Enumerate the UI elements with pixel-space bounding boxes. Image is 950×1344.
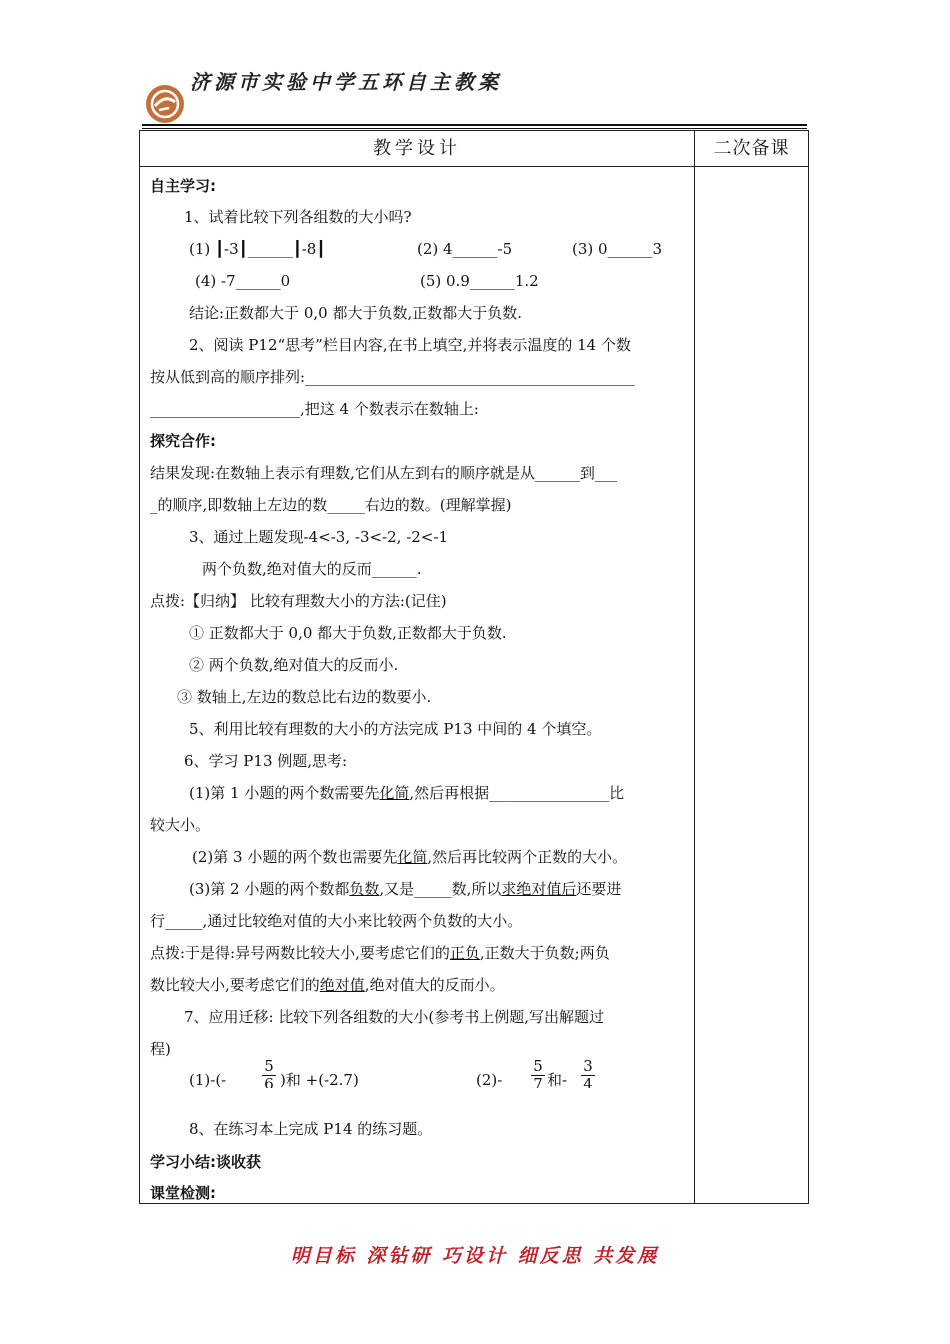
header-row-divider: [140, 166, 808, 167]
school-title: 济源市实验中学五环自主教案: [190, 70, 502, 94]
text: 点拨:于是得:异号两数比较大小,要考虑它们的: [150, 944, 450, 962]
header-rule-thin: [142, 128, 807, 129]
question-5: 5、利用比较有理数的大小的方法完成 P13 中间的 4 个填空。: [189, 720, 602, 738]
text: ,然后再比较两个正数的大小。: [427, 848, 628, 866]
section-self-study: 自主学习:: [150, 177, 216, 195]
column-header-second-prep: 二次备课: [713, 138, 790, 159]
section-class-test: 课堂检测:: [150, 1184, 216, 1202]
question-3-line-2: 两个负数,绝对值大的反而______.: [202, 560, 422, 578]
column-header-teaching-design: 教学设计: [373, 138, 461, 159]
underlined-term: 求绝对值后: [501, 880, 577, 898]
q7-item-2-middle: 和-: [547, 1071, 568, 1089]
text: 还要进: [576, 880, 622, 898]
tip-conclusion: [150, 943, 610, 963]
fraction-bar: [262, 1075, 276, 1076]
q1-item-2: (2) 4______-5: [417, 240, 513, 258]
school-logo-icon: [145, 84, 185, 124]
text: ,绝对值大的反而小。: [364, 976, 505, 994]
text: (1)第 1 小题的两个数需要先: [189, 784, 380, 802]
result-finding: 结果发现:在数轴上表示有理数,它们从左到右的顺序就是从______到___: [150, 464, 618, 482]
q7-item-1-prefix: (1)-(-: [189, 1071, 227, 1089]
question-6: 6、学习 P13 例题,思考:: [184, 752, 348, 770]
section-summary: 学习小结:谈收获: [150, 1153, 261, 1171]
question-6-part-3: [189, 879, 621, 899]
question-6-part-2: [192, 847, 627, 867]
fraction-bar: [581, 1075, 595, 1076]
underlined-term: 化简: [397, 848, 428, 866]
q1-item-4: (4) -7______0: [195, 272, 291, 290]
q7-item-2-prefix: (2)-: [476, 1071, 503, 1089]
header-rule: [142, 124, 807, 126]
conclusion: 结论:正数都大于 0,0 都大于负数,正数都大于负数.: [189, 304, 522, 322]
q1-item-1: (1) ┃-3┃______┃-8┃: [189, 240, 326, 258]
text: ,又是_____数,所以: [379, 880, 502, 898]
denominator: 7: [533, 1077, 543, 1088]
lesson-table: [139, 130, 809, 1204]
numerator: 5: [264, 1059, 274, 1074]
denominator: 6: [264, 1077, 274, 1088]
question-6-part-3-line-2: 行_____,通过比较绝对值的大小来比较两个负数的大小。: [150, 912, 523, 930]
question-2: 2、阅读 P12“思考”栏目内容,在书上填空,并将表示温度的 14 个数: [189, 336, 631, 354]
footer-motto: 明目标 深钻研 巧设计 细反思 共发展: [290, 1245, 660, 1267]
section-explore: 探究合作:: [150, 432, 216, 450]
q1-item-5: (5) 0.9______1.2: [420, 272, 539, 290]
fraction-5-6: [262, 1059, 276, 1088]
fraction-3-4: [581, 1059, 595, 1088]
question-6-part-1: [189, 783, 624, 803]
question-8: 8、在练习本上完成 P14 的练习题。: [189, 1120, 433, 1138]
underlined-term: 绝对值: [319, 976, 365, 994]
text: ,正数大于负数;两负: [479, 944, 610, 962]
underlined-term: 负数: [349, 880, 380, 898]
question-2-line-2: 按从低到高的顺序排列:____________________________________________: [150, 368, 636, 386]
q1-item-3: (3) 0______3: [572, 240, 663, 258]
rule-2: ② 两个负数,绝对值大的反而小.: [189, 656, 399, 674]
fraction-5-7: [531, 1059, 545, 1088]
text: (3)第 2 小题的两个数都: [189, 880, 350, 898]
denominator: 4: [583, 1077, 593, 1088]
text: 数比较大小,要考虑它们的: [150, 976, 320, 994]
result-finding-line-2: _的顺序,即数轴上左边的数_____右边的数。(理解掌握): [150, 496, 512, 514]
rule-1: ① 正数都大于 0,0 都大于负数,正数都大于负数.: [189, 624, 507, 642]
text: (2)第 3 小题的两个数也需要先: [192, 848, 398, 866]
text: ,然后再根据________________比: [409, 784, 625, 802]
tip-summary: 点拨:【归纳】 比较有理数大小的方法:(记住): [150, 592, 447, 610]
question-7: 7、应用迁移: 比较下列各组数的大小(参考书上例题,写出解题过: [184, 1008, 604, 1026]
numerator: 5: [533, 1059, 543, 1074]
question-2-line-3: ____________________,把这 4 个数表示在数轴上:: [150, 400, 479, 418]
underlined-term: 化简: [379, 784, 410, 802]
tip-conclusion-line-2: [150, 975, 505, 995]
rule-3: ③ 数轴上,左边的数总比右边的数要小.: [177, 688, 432, 706]
question-3: 3、通过上题发现-4<-3, -3<-2, -2<-1: [189, 528, 448, 546]
underlined-term: 正负: [449, 944, 480, 962]
question-1: 1、试着比较下列各组数的大小吗?: [184, 208, 412, 226]
column-divider: [694, 131, 695, 1203]
q7-item-1-suffix: )和 +(-2.7): [280, 1071, 359, 1089]
numerator: 3: [583, 1059, 593, 1074]
fraction-bar: [531, 1075, 545, 1076]
question-7-line-2: 程): [150, 1040, 171, 1058]
question-6-part-1-line-2: 较大小。: [150, 816, 211, 834]
